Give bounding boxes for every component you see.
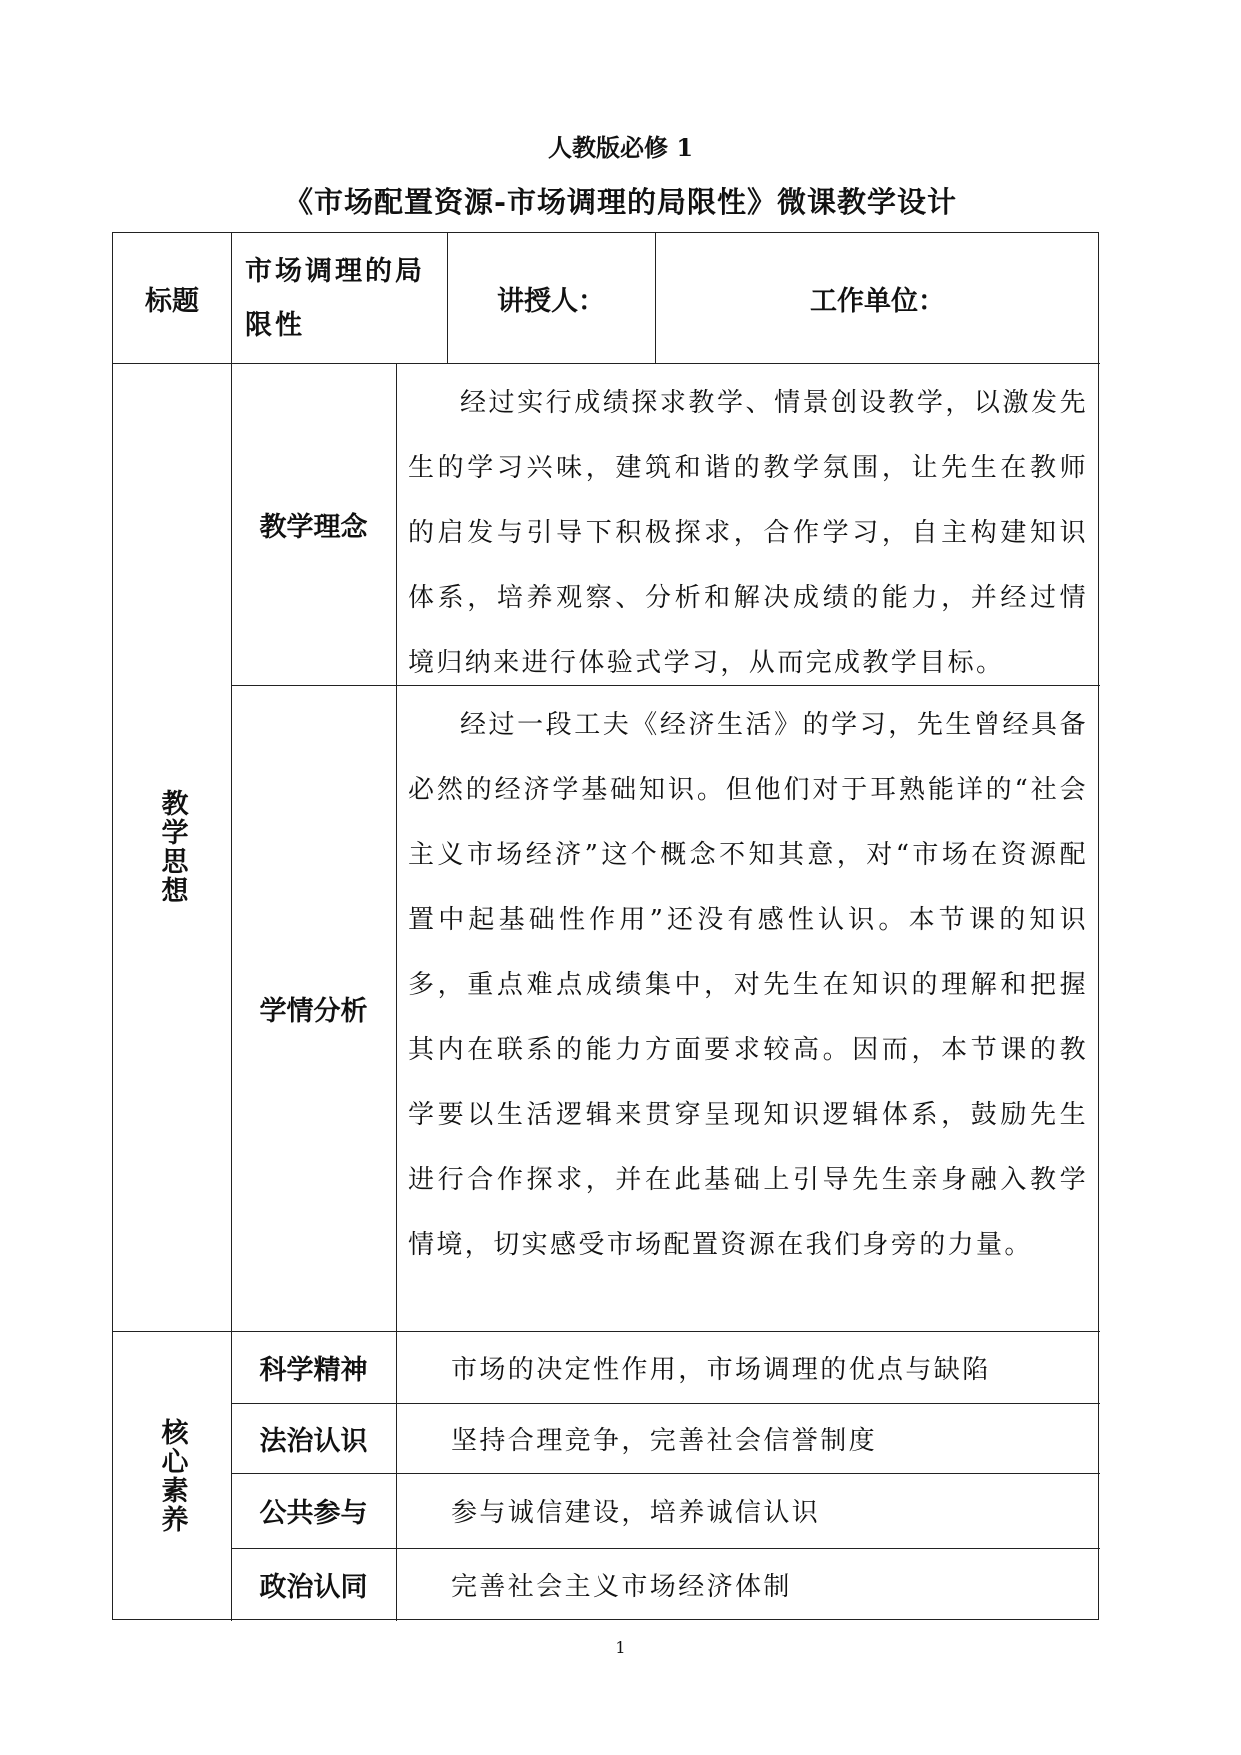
unit-label: 工作单位： (810, 285, 945, 317)
topic-line-1: 市场调理的局 (245, 256, 425, 287)
unit-cell (655, 233, 1100, 363)
core-row-text (396, 1331, 1100, 1403)
lecturer-cell (447, 233, 655, 363)
core-row-text (396, 1473, 1100, 1548)
core-row-label (231, 1548, 396, 1621)
core-row-text (396, 1548, 1100, 1621)
analysis-label-cell (231, 685, 396, 1331)
lesson-design-table (112, 232, 1099, 1620)
core-row-label-text: 法治认识 (259, 1425, 368, 1457)
analysis-text: 经过一段工夫《经济生活》的学习，先生曾经具备必然的经济学基础知识。但他们对于耳熟能详的“社会主义市场经济”这个概念不知其意，对“市场在资源配置中起基础性作用”还没有感性认识。本节课的知识多，重点难点成绩集中，对先生在知识的理解和把握其内在联系的能力方面要求较高。因而，本节课的教学要以生活逻辑来贯穿呈现知识逻辑体系，鼓励先生进行合作探求，并在此基础上引导先生亲身融入教学情境，切实感受市场配置资源在我们身旁的力量。 (408, 710, 1088, 1260)
core-row-label (231, 1473, 396, 1548)
core-literacy-label (113, 1331, 231, 1621)
core-literacy-text: 核心素养 (156, 1418, 188, 1534)
lecturer-label: 讲授人： (497, 285, 605, 317)
core-row-text (396, 1403, 1100, 1473)
document-subtitle: 人教版必修 1 (547, 133, 694, 162)
core-row-label-text: 科学精神 (259, 1354, 368, 1386)
topic-line-2: 限性 (245, 310, 305, 341)
core-row-value: 坚持合理竞争，完善社会信誉制度 (451, 1425, 878, 1456)
concept-text: 经过实行成绩探求教学、情景创设教学，以激发先生的学习兴味，建筑和谐的教学氛围，让先生在教师的启发与引导下积极探求，合作学习，自主构建知识体系，培养观察、分析和解决成绩的能力，并经过情境归纳来进行体验式学习，从而完成教学目标。 (408, 388, 1088, 678)
title-label: 标题 (145, 285, 199, 317)
core-row-label (231, 1403, 396, 1473)
core-row-value: 完善社会主义市场经济体制 (451, 1572, 792, 1602)
document-title: 《市场配置资源-市场调理的局限性》微课教学设计 (283, 185, 958, 219)
concept-label: 教学理念 (259, 511, 368, 543)
core-row-value: 市场的决定性作用，市场调理的优点与缺陷 (451, 1354, 991, 1385)
core-row-label-text: 政治认同 (259, 1572, 368, 1603)
topic-cell (231, 233, 447, 363)
core-row-label-text: 公共参与 (259, 1498, 368, 1529)
analysis-label: 学情分析 (259, 995, 368, 1027)
core-row-label (231, 1331, 396, 1403)
page-number: 1 (615, 1638, 626, 1657)
title-label-cell (113, 233, 231, 363)
core-row-value: 参与诚信建设，培养诚信认识 (451, 1498, 821, 1528)
teaching-thinking-text: 教学思想 (156, 789, 188, 905)
teaching-thinking-label (113, 363, 231, 1331)
concept-label-cell (231, 363, 396, 685)
